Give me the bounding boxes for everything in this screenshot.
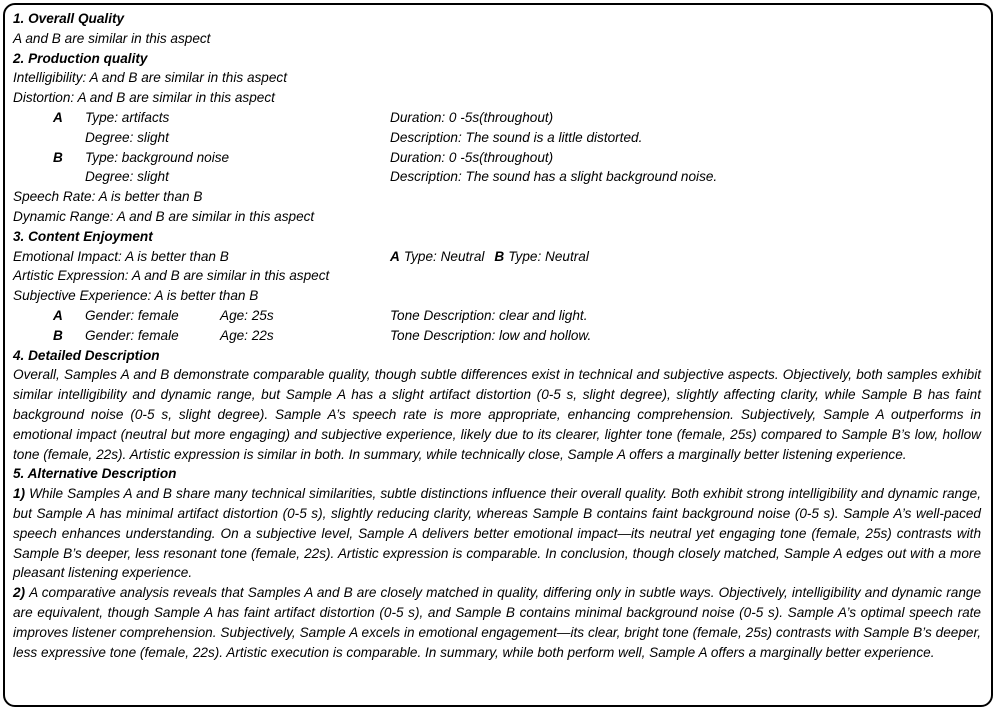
overall-quality-verdict: A and B are similar in this aspect [13,30,211,46]
section-heading-overall-quality: 1. Overall Quality [13,11,125,26]
sample-a-label: A [53,109,63,125]
subjective-experience-line: Subjective Experience: A is better than B [13,288,259,304]
distortion-line: Distortion: A and B are similar in this aspect [13,90,275,106]
section-heading-content-enjoyment: 3. Content Enjoyment [13,228,153,244]
sample-a-label: A [390,248,400,264]
sample-b-label: B [53,149,63,165]
speaker-b-tone: Tone Description: low and hollow. [390,327,592,343]
sample-b-label: B [53,327,63,343]
distortion-b-description: Description: The sound has a slight background noise. [390,169,718,185]
distortion-row-a-2 [53,128,981,148]
speaker-a-gender: Gender: female [85,307,179,323]
section-heading-production-quality: 2. Production quality [13,50,148,66]
alt-1-text: While Samples A and B share many technical similarities, subtle distinctions influence their overall quality. Both exhibit strong intelligibility and dynamic range, but Sample A has minimal artifact distortion (0-5 s), slightly reducing clarity, whereas Sample B contains faint background noise (0-5 s). Sample A’s well-paced speech enhances understanding. On a subjective level, Sample A delivers better emotional impact—its neutral yet engaging tone (female, 25s) contrasts with Sample B’s deeper, less resonant tone (female, 22s). Artistic expression is comparable. In conclusion, though closely matched, Sample A edges out with a more pleasant listening experience. [13,486,981,581]
distortion-row-b-1 [53,148,981,168]
speaker-b-age: Age: 22s [220,327,274,343]
distortion-b-duration: Duration: 0 -5s(throughout) [390,149,554,165]
distortion-a-description: Description: The sound is a little distorted. [390,129,643,145]
artistic-expression-line: Artistic Expression: A and B are similar in this aspect [13,268,330,284]
speaker-row-a [53,306,981,326]
type-a-value: Type: Neutral [403,248,485,264]
speaker-a-tone: Tone Description: clear and light. [390,307,588,323]
emotional-impact-row [13,247,981,267]
type-b-value: Type: Neutral [508,248,589,264]
speaker-b-gender: Gender: female [85,327,179,343]
section-heading-alternative-description: 5. Alternative Description [13,466,177,482]
section-heading-detailed-description: 4. Detailed Description [13,347,160,363]
distortion-b-degree: Degree: slight [85,169,169,185]
distortion-a-duration: Duration: 0 -5s(throughout) [390,109,554,125]
intelligibility-line: Intelligibility: A and B are similar in this aspect [13,70,288,86]
distortion-a-degree: Degree: slight [85,129,169,145]
sample-b-label: B [494,248,505,264]
distortion-row-b-2 [53,167,981,187]
emotional-impact-types [390,247,981,267]
distortion-a-type: Type: artifacts [85,109,170,125]
alt-2-number: 2) [13,585,26,601]
alt-2-text: A comparative analysis reveals that Samples A and B are closely matched in quality, differing only in subtle ways. Objectively, intelligibility and dynamic range are equivalent, though Sample A has faint artifact distortion (0-5 s), and Sample B contains minimal background noise (0-5 s). Sample A’s optimal speech rate improves listener comprehension. Subjectively, Sample A excels in emotional engagement—its clear, bright tone (female, 25s) contrasts with Sample B’s deeper, less expressive tone (female, 22s). Artistic execution is comparable. In summary, while both perform well, Sample A offers a marginally better experience. [13,585,981,660]
emotional-impact-line: Emotional Impact: A is better than B [13,248,229,264]
sample-a-label: A [53,307,63,323]
speaker-row-b [53,326,981,346]
spacer [53,167,85,187]
detailed-description-paragraph: Overall, Samples A and B demonstrate comparable quality, though subtle differences exist in technical and subjective aspects. Objectively, both samples exhibit similar intelligibility and dynamic range, but Sample A has a slight artifact distortion (0-5 s, slight degree), slightly affecting clarity, while Sample B has faint background noise (0-5 s, slight degree). Sample A’s speech rate is more appropriate, enhancing comprehension. Subjectively, Sample A outperforms in emotional impact (neutral but more engaging) and subjective experience, likely due to its clearer, lighter tone (female, 25s) compared to Sample B’s low, hollow tone (female, 22s). Artistic expression is similar in both. In summary, while technically close, Sample A offers a marginally better listening experience. [13,367,981,462]
alternative-description-1 [13,484,981,583]
spacer [53,128,85,148]
speech-rate-line: Speech Rate: A is better than B [13,189,203,205]
distortion-b-type: Type: background noise [85,149,230,165]
distortion-row-a-1 [53,108,981,128]
dynamic-range-line: Dynamic Range: A and B are similar in this aspect [13,208,315,224]
evaluation-panel [3,3,993,707]
alt-1-number: 1) [13,486,26,502]
speaker-a-age: Age: 25s [220,307,274,323]
alternative-description-2 [13,583,981,662]
